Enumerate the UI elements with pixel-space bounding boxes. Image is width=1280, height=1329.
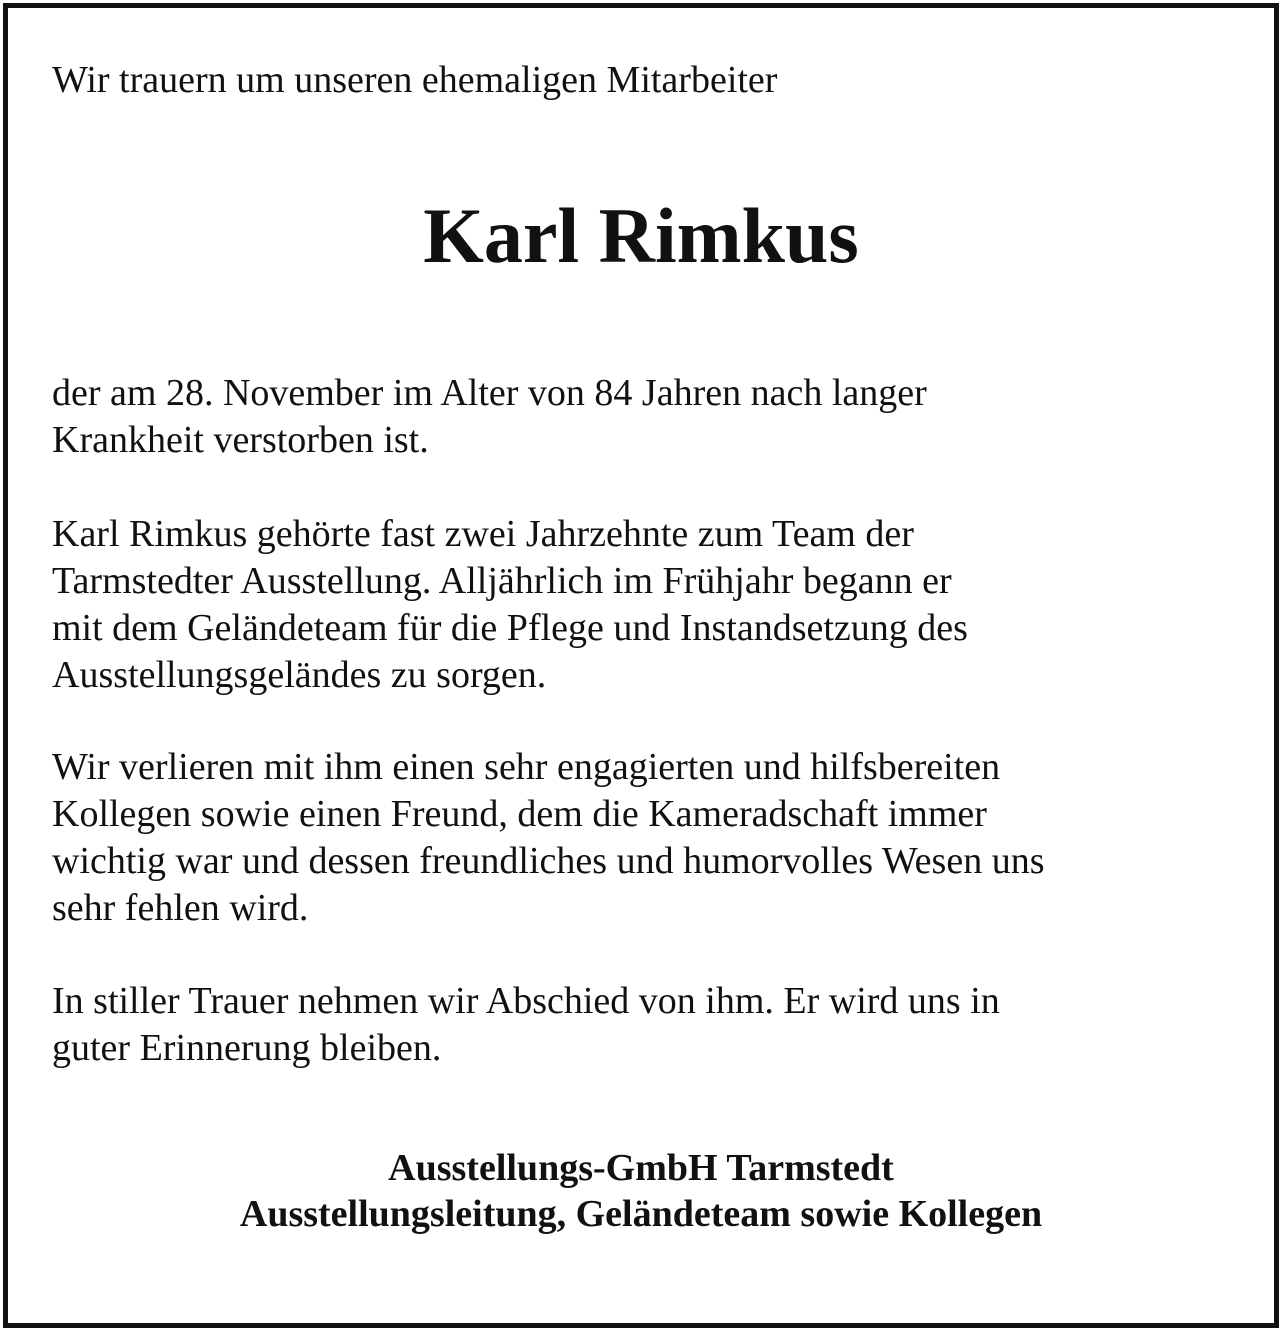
paragraph-line: sehr fehlen wird. (52, 887, 309, 929)
signature-block (8, 1145, 1274, 1237)
paragraph-farewell (52, 978, 1252, 1072)
signature-organization: Ausstellungs-GmbH Tarmstedt (388, 1147, 894, 1189)
paragraph-line: guter Erinnerung bleiben. (52, 1027, 442, 1069)
paragraph-line: In stiller Trauer nehmen wir Abschied von ihm. Er wird uns in (52, 980, 1000, 1022)
paragraph-line: der am 28. November im Alter von 84 Jahren nach langer (52, 372, 927, 414)
paragraph-tribute (52, 744, 1252, 932)
intro-text: Wir trauern um unseren ehemaligen Mitarbeiter (52, 59, 778, 101)
paragraph-line: Wir verlieren mit ihm einen sehr engagierten und hilfsbereiten (52, 746, 1001, 788)
paragraph-line: Tarmstedter Ausstellung. Alljährlich im Frühjahr begann er (52, 560, 952, 602)
paragraph-line: Ausstellungsgeländes zu sorgen. (52, 654, 547, 696)
obituary-notice-frame (3, 3, 1279, 1328)
paragraph-line: Kollegen sowie einen Freund, dem die Kameradschaft immer (52, 793, 987, 835)
signature-mourners: Ausstellungsleitung, Geländeteam sowie Kollegen (239, 1193, 1043, 1235)
paragraph-line: Krankheit verstorben ist. (52, 419, 429, 461)
paragraph-line: wichtig war und dessen freundliches und humorvolles Wesen uns (52, 840, 1045, 882)
paragraph-line: mit dem Geländeteam für die Pflege und Instandsetzung des (52, 607, 968, 649)
deceased-name: Karl Rimkus (423, 192, 859, 279)
paragraph-career (52, 511, 1252, 699)
paragraph-death-notice (52, 370, 1252, 464)
paragraph-line: Karl Rimkus gehörte fast zwei Jahrzehnte zum Team der (52, 513, 914, 555)
